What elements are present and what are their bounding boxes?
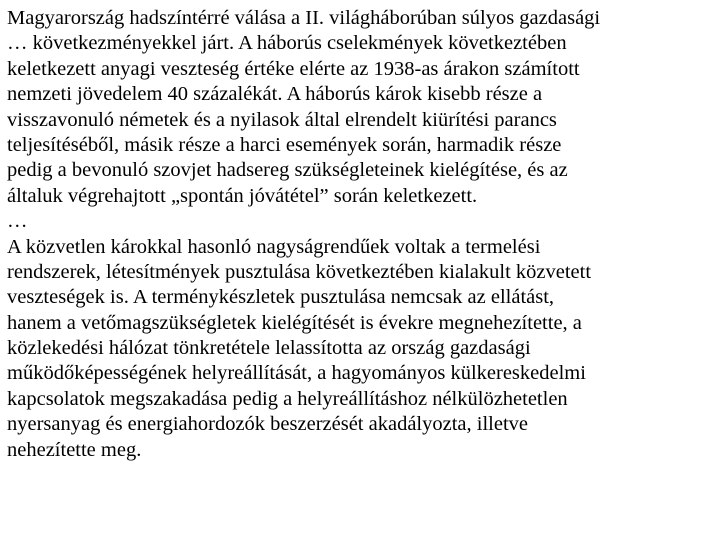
text-line: nyersanyag és energiahordozók beszerzését akadályozta, illetve xyxy=(7,413,528,436)
text-line: visszavonuló németek és a nyilasok által elrendelt kiürítési parancs xyxy=(7,108,557,131)
document-text xyxy=(7,6,717,463)
text-line: nemzeti jövedelem 40 százalékát. A háborús károk kisebb része a xyxy=(7,83,543,106)
text-line: hanem a vetőmagszükségletek kielégítését is évekre megnehezítette, a xyxy=(7,311,582,334)
text-line: közlekedési hálózat tönkretétele lelassította az ország gazdasági xyxy=(7,337,531,360)
text-line: általuk végrehajtott „spontán jóvátétel” során keletkezett. xyxy=(7,184,478,207)
text-line: működőképességének helyreállítását, a hagyományos külkereskedelmi xyxy=(7,362,586,385)
text-line: nehezítette meg. xyxy=(7,438,142,461)
text-line: teljesítéséből, másik része a harci események során, harmadik része xyxy=(7,133,562,156)
text-line: … következményekkel járt. A háborús cselekmények következtében xyxy=(7,32,567,55)
text-line: A közvetlen károkkal hasonló nagyságrendűek voltak a termelési xyxy=(7,235,541,258)
text-line: veszteségek is. A terménykészletek pusztulása nemcsak az ellátást, xyxy=(7,286,555,309)
text-line: kapcsolatok megszakadása pedig a helyreállításhoz nélkülözhetetlen xyxy=(7,387,568,410)
text-line: pedig a bevonuló szovjet hadsereg szükségleteinek kielégítése, és az xyxy=(7,159,568,182)
ellipsis-line: … xyxy=(7,210,28,233)
text-line: rendszerek, létesítmények pusztulása következtében kialakult közvetett xyxy=(7,260,592,283)
text-line: keletkezett anyagi veszteség értéke elérte az 1938-as árakon számított xyxy=(7,57,580,80)
text-line: Magyarország hadszíntérré válása a II. világháborúban súlyos gazdasági xyxy=(7,7,601,29)
